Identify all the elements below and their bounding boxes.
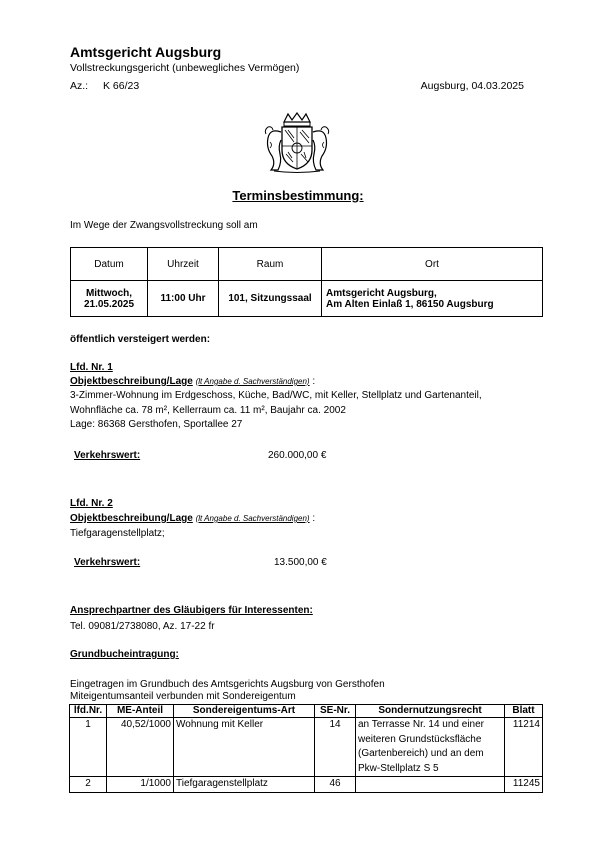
place-address: Am Alten Einlaß 1, 86150 Augsburg: [326, 298, 494, 310]
lot-2-value: 13.500,00 €: [274, 557, 327, 568]
cell-me-share: 1/1000: [107, 777, 174, 793]
appointment-date: [71, 281, 148, 317]
place-date: Augsburg, 04.03.2025: [420, 80, 524, 92]
object-note: (lt Angabe d. Sachverständigen): [195, 514, 310, 523]
cell-nr: 1: [70, 718, 107, 777]
column-header: Blatt: [505, 705, 543, 718]
column-header: Raum: [219, 248, 322, 281]
object-label: Objektbeschreibung/Lage: [70, 513, 193, 524]
appointment-row: [71, 281, 543, 317]
coat-of-arms-icon: [262, 112, 332, 174]
cell-sheet: 11245: [505, 777, 543, 793]
lot-1-heading: Lfd. Nr. 1: [70, 362, 113, 373]
appointment-room: 101, Sitzungssaal: [219, 281, 322, 317]
cell-se-nr: 46: [315, 777, 356, 793]
object-colon: :: [312, 376, 316, 387]
court-subtitle: Vollstreckungsgericht (unbewegliches Vermögen): [70, 62, 300, 74]
contact-phone: Tel. 09081/2738080, Az. 17-22 fr: [70, 621, 215, 632]
usage-line: Pkw-Stellplatz S 5: [358, 762, 439, 774]
document-title: Terminsbestimmung:: [232, 188, 364, 203]
usage-line: (Gartenbereich) und an dem: [358, 748, 484, 759]
column-header: lfd.Nr.: [70, 705, 107, 718]
case-number: K 66/23: [103, 80, 140, 92]
object-colon: :: [312, 513, 316, 524]
place-court: Amtsgericht Augsburg,: [326, 287, 437, 299]
cell-se-nr: 14: [315, 718, 356, 777]
lot-2-description: Tiefgaragenstellplatz;: [70, 528, 165, 539]
cell-type: Tiefgaragenstellplatz: [174, 777, 315, 793]
description-line: Wohnfläche ca. 78 m², Kellerraum ca. 11 m², Baujahr ca. 2002: [70, 404, 346, 416]
table-row: [70, 777, 543, 793]
cell-sheet: 11214: [505, 718, 543, 777]
lot-1-description: [70, 389, 482, 433]
land-register-line-1: Eingetragen im Grundbuch des Amtsgerichts Augsburg von Gersthofen: [70, 679, 385, 690]
lot-2-value-label: Verkehrswert:: [74, 557, 141, 568]
land-register-heading: Grundbucheintragung:: [70, 649, 179, 660]
description-line: 3-Zimmer-Wohnung im Erdgeschoss, Küche, Bad/WC, mit Keller, Stellplatz und Gartenanteil,: [70, 390, 482, 401]
description-line: Lage: 86368 Gersthofen, Sportallee 27: [70, 419, 243, 430]
column-header: Sondereigentums-Art: [174, 705, 315, 718]
column-header: SE-Nr.: [315, 705, 356, 718]
cell-me-share: 40,52/1000: [107, 718, 174, 777]
usage-line: weiteren Grundstücksfläche: [358, 733, 482, 745]
appointment-place: [322, 281, 543, 317]
land-register-table: [69, 704, 543, 793]
appointment-time: 11:00 Uhr: [148, 281, 219, 317]
appointment-header-row: [71, 248, 543, 281]
lot-1-value: 260.000,00 €: [268, 450, 327, 461]
column-header: Uhrzeit: [148, 248, 219, 281]
lot-1-value-label: Verkehrswert:: [74, 450, 141, 461]
date-value: 21.05.2025: [83, 298, 135, 310]
auction-statement: öffentlich versteigert werden:: [70, 334, 211, 345]
column-header: ME-Anteil: [107, 705, 174, 718]
cell-usage-right: [356, 718, 505, 777]
date-weekday: Mittwoch,: [85, 287, 133, 299]
cell-type: Wohnung mit Keller: [174, 718, 315, 777]
cell-nr: 2: [70, 777, 107, 793]
court-name: Amtsgericht Augsburg: [70, 44, 222, 60]
table-row: [70, 718, 543, 777]
cell-usage-right: [356, 777, 505, 793]
land-register-header-row: [70, 705, 543, 718]
case-number-label: Az.:: [70, 80, 89, 92]
object-label: Objektbeschreibung/Lage: [70, 376, 193, 387]
column-header: Datum: [71, 248, 148, 281]
object-note: (lt Angabe d. Sachverständigen): [195, 377, 310, 386]
column-header: Sondernutzungsrecht: [356, 705, 505, 718]
land-register-line-2: Miteigentumsanteil verbunden mit Sondereigentum: [70, 691, 296, 702]
usage-line: an Terrasse Nr. 14 und einer: [358, 719, 485, 730]
appointment-table: [70, 247, 543, 317]
intro-text: Im Wege der Zwangsvollstreckung soll am: [70, 220, 258, 231]
lot-2-object-label: [70, 513, 315, 524]
contact-heading: Ansprechpartner des Gläubigers für Interessenten:: [70, 605, 313, 616]
lot-1-object-label: [70, 376, 315, 387]
column-header: Ort: [322, 248, 543, 281]
lot-2-heading: Lfd. Nr. 2: [70, 498, 113, 509]
